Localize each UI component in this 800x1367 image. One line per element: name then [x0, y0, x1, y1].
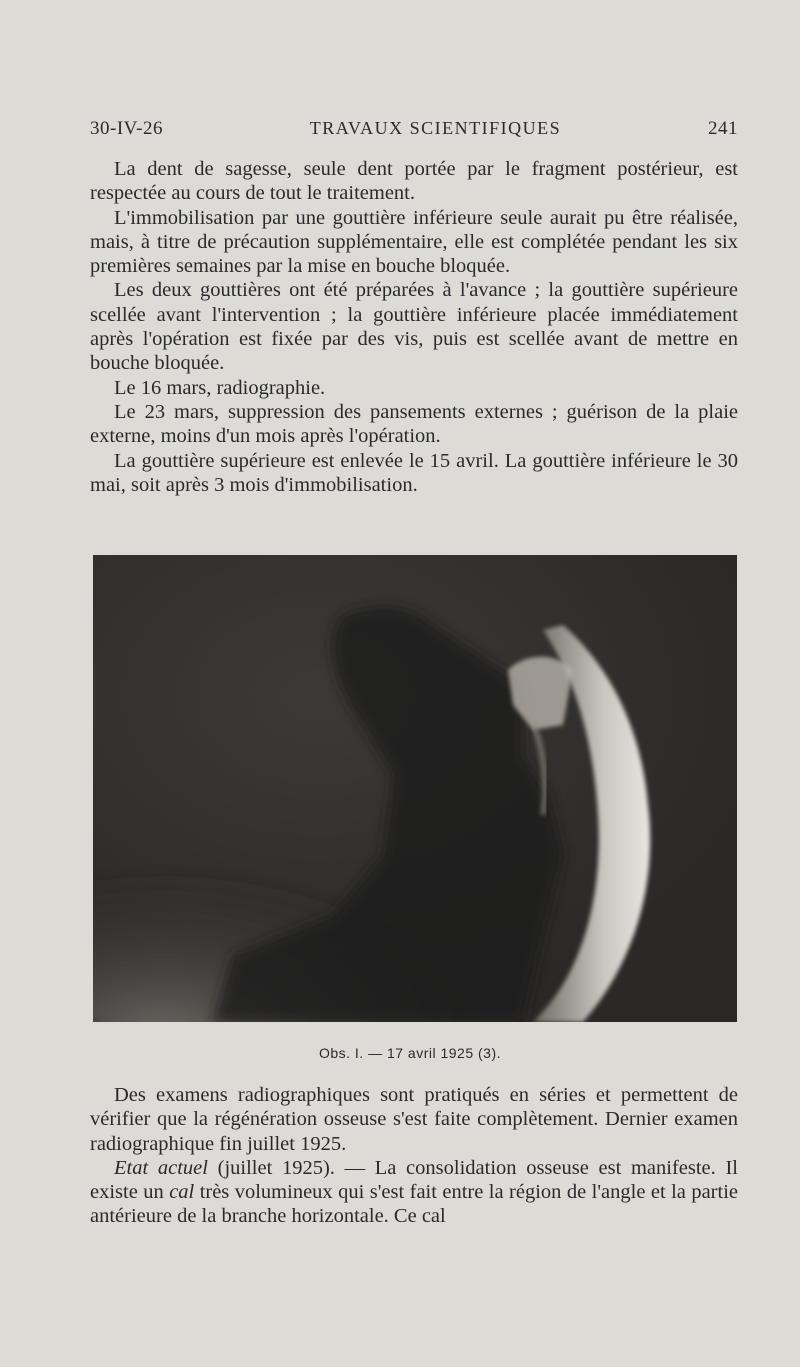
paragraph-text: (juillet 1925). — La consolidation osseuse est manifeste. Il existe un [90, 1156, 738, 1204]
paragraph: Des examens radiographiques sont pratiqués en séries et permettent de vérifier que la régénération osseuse s'est faite complètement. Dernier examen radiographique fin juillet 1925. [90, 1084, 738, 1155]
running-header [90, 118, 738, 140]
paragraph-text: très volumineux qui s'est fait entre la région de l'angle et la partie antérieure de la branche horizontale. Ce cal [90, 1181, 738, 1228]
bottom-text-block [90, 1083, 738, 1229]
italic-heading: Etat actuel [114, 1156, 208, 1179]
paragraph-etat-actuel [90, 1156, 738, 1229]
header-date: 30-IV-26 [90, 118, 163, 139]
header-title: TRAVAUX SCIENTIFIQUES [309, 118, 562, 138]
radiograph-image [93, 555, 737, 1022]
page-number: 241 [707, 118, 738, 139]
paragraph: Le 16 mars, radiographie. [114, 376, 326, 399]
figure-caption: Obs. I. — 17 avril 1925 (3). [318, 1045, 502, 1061]
paragraph: La dent de sagesse, seule dent portée par le fragment postérieur, est respectée au cours de tout le traitement. [90, 158, 738, 205]
paragraph: Les deux gouttières ont été préparées à l'avance ; la gouttière supérieure scellée avant l'intervention ; la gouttière inférieure placée immédiatement après l'opération est fixée par des vis, puis est scellée avant de mettre en bouche bloquée. [90, 279, 738, 375]
top-text-block [90, 157, 738, 497]
italic-term: cal [169, 1181, 195, 1204]
paragraph: Le 23 mars, suppression des pansements externes ; guérison de la plaie externe, moins d'un mois après l'opération. [90, 400, 738, 448]
paragraph: La gouttière supérieure est enlevée le 15 avril. La gouttière inférieure le 30 mai, soit après 3 mois d'immobilisation. [90, 449, 738, 496]
radiograph-photo [93, 555, 737, 1022]
paragraph: L'immobilisation par une gouttière inférieure seule aurait pu être réalisée, mais, à titre de précaution supplémentaire, elle est complétée pendant les six premières semaines par la mise en bouche bloquée. [90, 206, 738, 278]
